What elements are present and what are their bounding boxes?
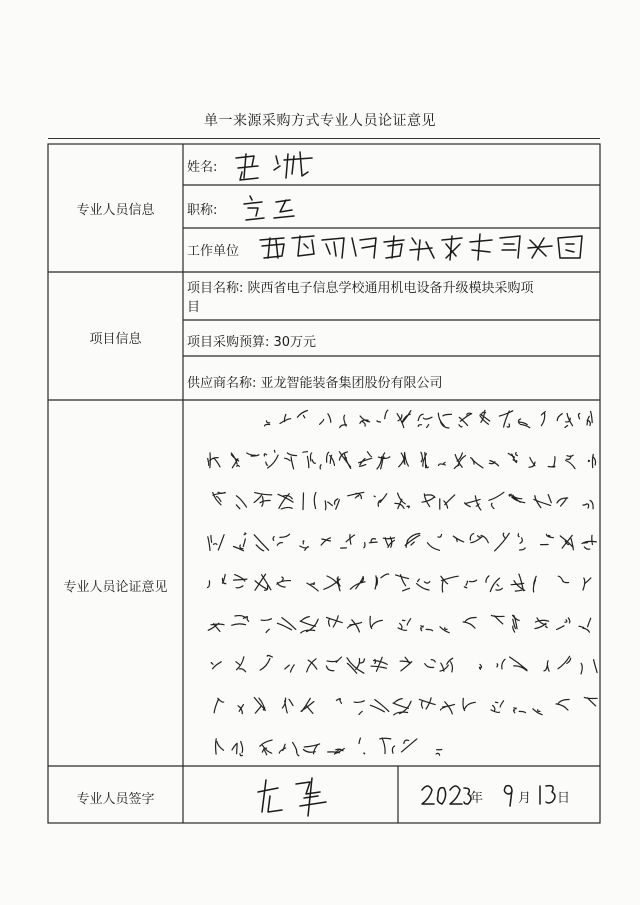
year-unit: 年 [470, 791, 484, 806]
name-field-label: 姓名: [187, 160, 218, 175]
opinion-line-scribble [255, 402, 595, 438]
month-unit: 月 [518, 791, 532, 806]
opinion-line-scribble [205, 525, 600, 561]
document-title: 单一来源采购方式专业人员论证意见 [204, 113, 436, 129]
opinion-line [205, 730, 600, 766]
opinion-line-scribble [205, 443, 600, 479]
handwritten-month [500, 782, 518, 810]
handwritten-title [240, 190, 300, 224]
opinion-line-scribble [205, 566, 600, 602]
opinion-line [205, 484, 600, 520]
project-info-label: 项目信息 [89, 332, 142, 347]
expert-info-label: 专业人员信息 [76, 203, 155, 218]
title-field-label: 职称: [187, 203, 218, 218]
opinion-line-scribble [205, 730, 600, 766]
project-budget: 项目采购预算: 30万元 [187, 335, 317, 350]
opinion-line [205, 689, 600, 725]
supplier-name: 供应商名称: 亚龙智能装备集团股份有限公司 [187, 376, 443, 391]
project-name-line2: 目 [187, 300, 201, 315]
opinion-line [205, 566, 600, 602]
day-unit: 日 [557, 791, 571, 806]
opinion-line [205, 525, 600, 561]
handwritten-name [228, 148, 328, 184]
opinion-line-scribble [205, 607, 600, 643]
signature-label: 专业人员签字 [76, 792, 155, 807]
unit-field-label: 工作单位 [187, 244, 240, 259]
opinion-label: 专业人员论证意见 [63, 580, 168, 595]
handwritten-year [420, 780, 472, 810]
project-name-line1: 项目名称: 陕西省电子信息学校通用机电设备升级模块采购项 [187, 281, 534, 296]
opinion-line-scribble [205, 689, 600, 725]
handwritten-unit [256, 230, 586, 266]
opinion-line-scribble [205, 648, 600, 684]
opinion-line [205, 648, 600, 684]
opinion-line-scribble [205, 484, 600, 520]
handwritten-signature [248, 772, 340, 820]
opinion-line [205, 607, 600, 643]
opinion-line [255, 402, 595, 438]
opinion-line [205, 443, 600, 479]
